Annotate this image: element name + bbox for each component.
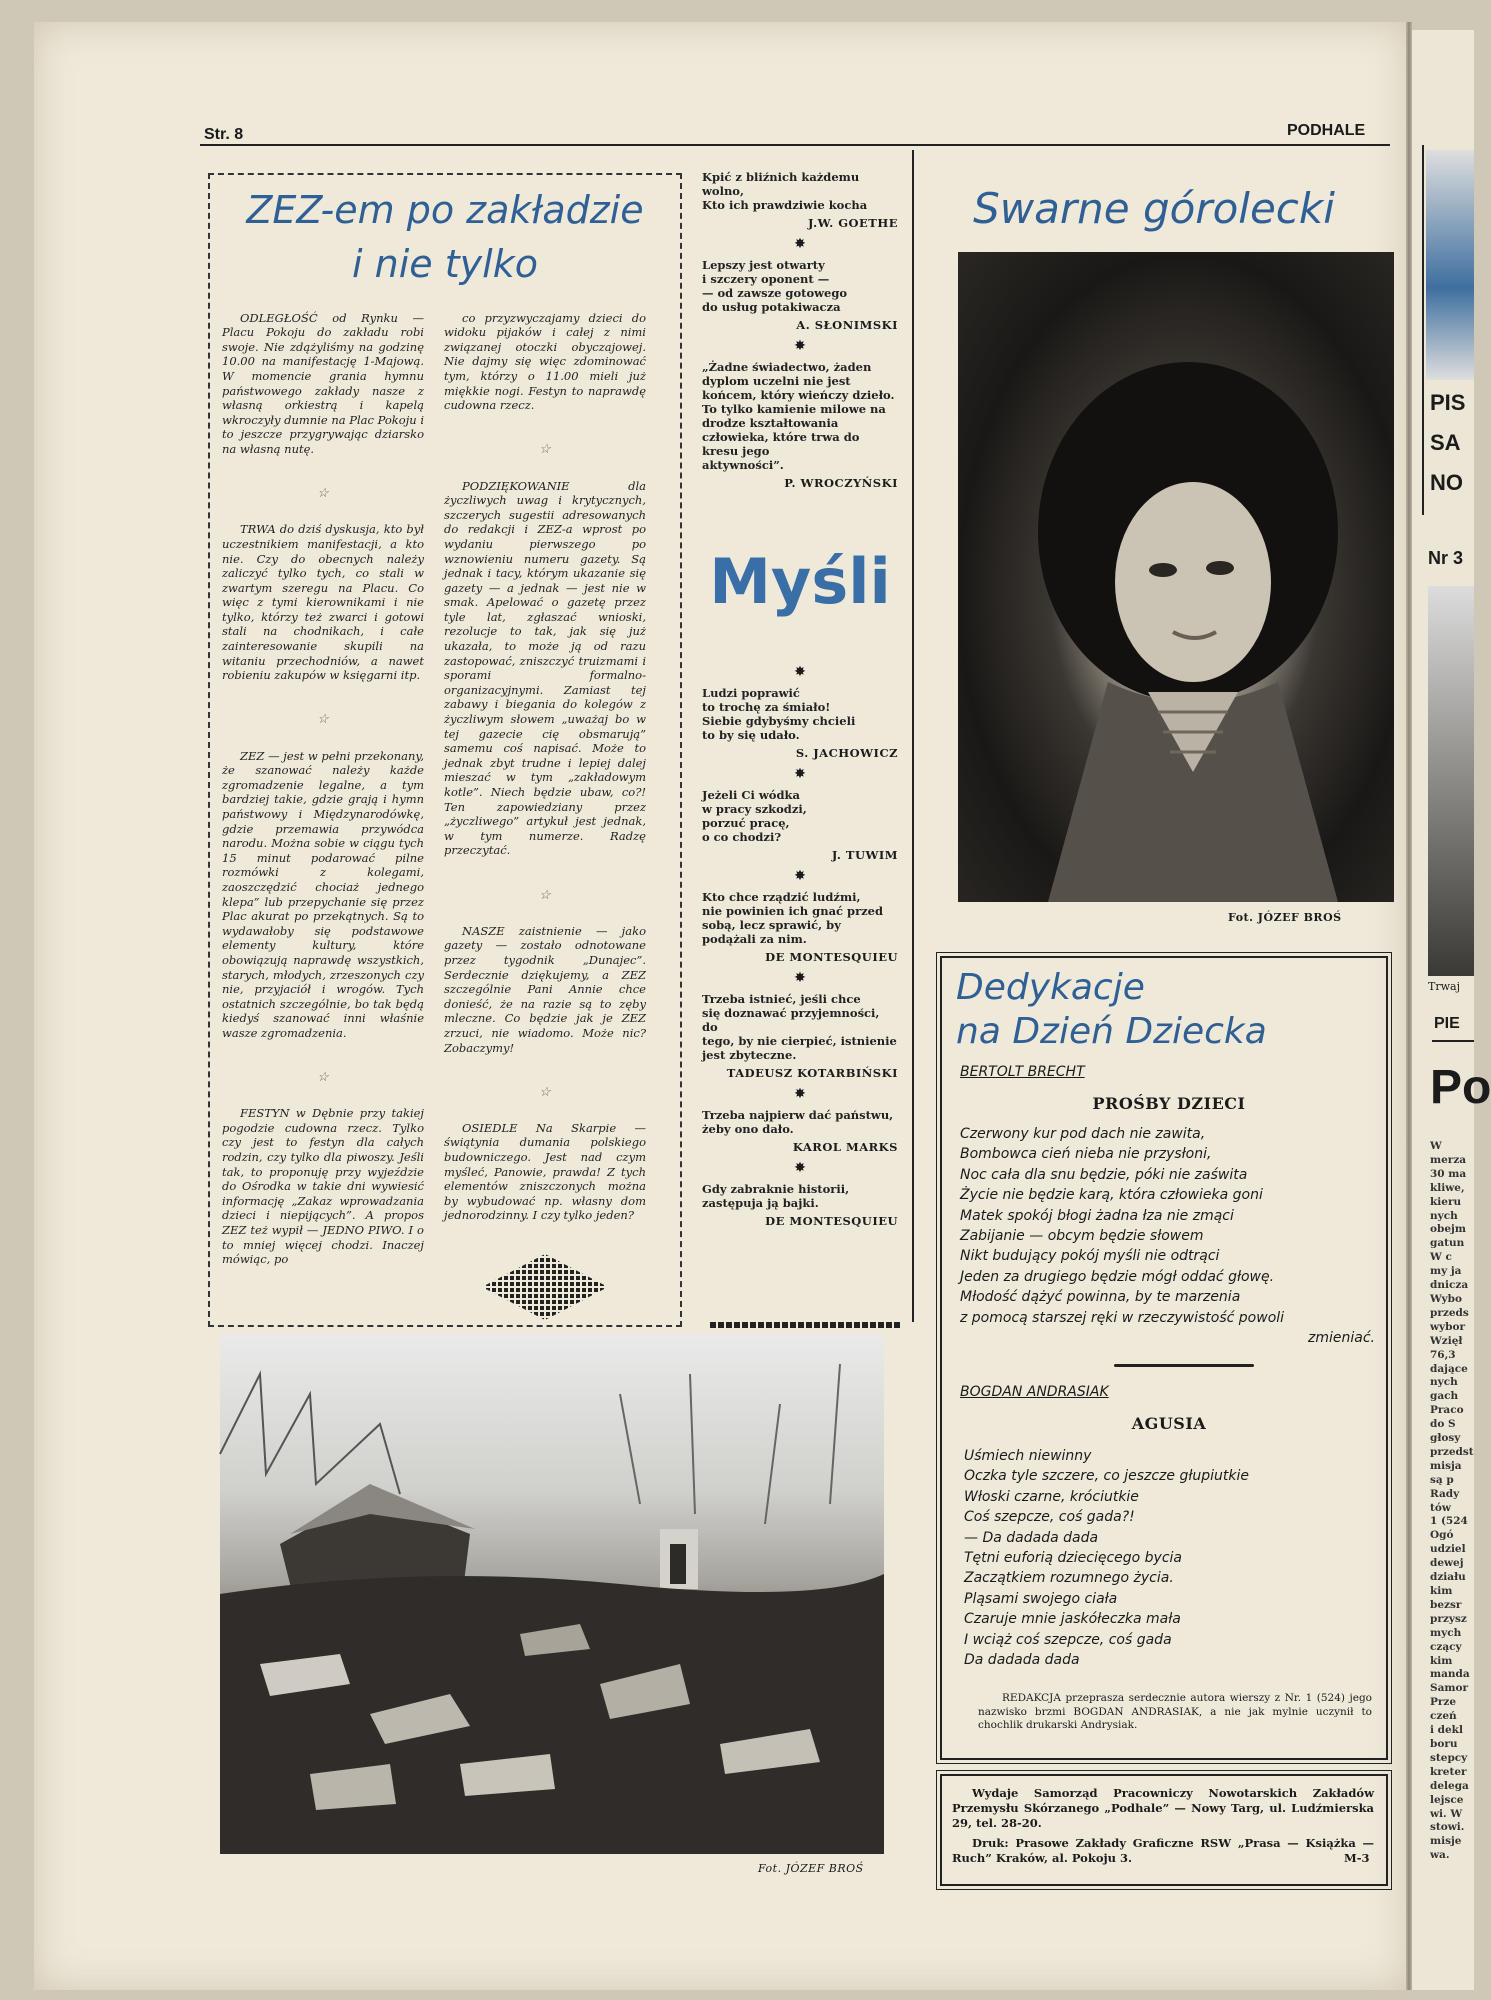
swarne-headline: Swarne górolecki bbox=[973, 184, 1335, 233]
zez-paragraph: FESTYN w Dębnie przy takiej pogodzie cudowna rzecz. Tylko czy jest to festyn dla całych rodzin, czy tylko dla piwoszy. Jeśli tak, to proponuję przy wyjeździe do Ośrodka w takie dni wywiesić informację „Zakaz wprowadzania dzieci i niepijących”. A propos ZEZ też wypił — JEDNO PIWO. I o to mniej więcej chodzi. Inaczej mówiąc, po bbox=[222, 1106, 424, 1267]
quote-text: Gdy zabraknie historii, zastępuja ją bajki. bbox=[702, 1182, 850, 1210]
decorative-ornament-icon bbox=[480, 1252, 610, 1322]
dedykacje-headline-line2: na Dzień Dziecka bbox=[956, 1011, 1267, 1052]
poem-divider bbox=[1114, 1364, 1254, 1367]
zez-paragraph: ZEZ — jest w pełni przekonany, że szanować należy każde zgromadzenie legalne, a tym bardziej takie, gdzie grają i hymn państwowy i Międzynarodówkę, gdzie przemawia przywódca narodu. Można sobie w ciągu tych 15 minut podarować pilne rozmówki z kolegami, zaoszczędzić chociaż jednego klepa” lub przepychanie się przez Plac akurat po przekątnych. Są to wydawałoby się podstawowe elementy kultury, które obowiązują naprawdę wszystkich, starych, młodych, zrzeszonych czy nie, przyjaciół i wrogów. Tych ostatnich szczególnie, bo tak będą kiedyś szanować inni właśnie wasze zgromadzenia. bbox=[222, 748, 424, 1040]
quote-text: Jeżeli Ci wódka w pracy szkodzi, porzuć pracę, o co chodzi? bbox=[702, 788, 807, 844]
mysli-headline: Myśli bbox=[709, 545, 891, 618]
star-icon: ✸ bbox=[794, 236, 806, 252]
quote-item bbox=[702, 360, 898, 490]
portrait-image bbox=[958, 252, 1394, 902]
quote-text: Trzeba najpierw dać państwu, żeby ono dało. bbox=[702, 1108, 894, 1136]
imprint-printer: Druk: Prasowe Zakłady Graficzne RSW „Prasa — Książka — Ruch” Kraków, al. Pokoju 3. bbox=[952, 1836, 1374, 1865]
poem1-last-word: zmieniać. bbox=[1308, 1330, 1375, 1346]
star-icon: ✸ bbox=[794, 766, 806, 782]
next-page-label-1: PIS bbox=[1430, 390, 1466, 415]
separator-star-icon: ☆ bbox=[539, 442, 551, 458]
next-page-issue: Nr 3 bbox=[1428, 548, 1464, 568]
bottom-photo-credit: Fot. JÓZEF BROŚ bbox=[758, 1862, 864, 1875]
quote-author: KAROL MARKS bbox=[792, 1140, 898, 1154]
zez-paragraph: ODLEGŁOŚĆ od Rynku — Placu Pokoju do zakładu robi swoje. Nie zdążyliśmy na godzinę 10.00 na manifestację 1-Majową. W momencie grania hymnu państwowego zakłady nasze z własną orkiestrą i kapelą wkroczyły dumnie na Plac Pokoju i to jeszcze przygrywając dziarsko na własną nutę. bbox=[222, 310, 425, 456]
column-rule bbox=[912, 150, 914, 1322]
paper-name: PODHALE bbox=[1287, 122, 1366, 139]
separator-star-icon: ☆ bbox=[317, 486, 329, 502]
quote-item bbox=[702, 788, 898, 862]
zez-paragraph: TRWA do dziś dyskusja, kto był uczestnikiem manifestacji, a kto nie. Czy do obecnych należy zaliczyć tylko tych, co stali w zwartym szeregu na Placu. Co więc z tymi kierownikami i nie tylko, którzy też zwarci i gotowi stali na chodnikach, i całe zainteresowanie skupili na witaniu przechodniów, a nawet robieniu zakupów w księgarni itp. bbox=[222, 522, 424, 683]
quote-item bbox=[702, 258, 898, 332]
mysli-quotes-bottom bbox=[702, 658, 898, 1230]
separator-star-icon: ☆ bbox=[317, 712, 329, 728]
poem1-title: PROŚBY DZIECI bbox=[1092, 1094, 1246, 1113]
quote-author: DE MONTESQUIEU bbox=[765, 1214, 898, 1228]
poem1-author: BERTOLT BRECHT bbox=[960, 1064, 1085, 1080]
imprint-publisher: Wydaje Samorząd Pracowniczy Nowotarskich Zakładów Przemysłu Skórzanego „Podhale” — Nowy Targ, ul. Ludźmierska 29, tel. 28-20. bbox=[952, 1786, 1374, 1830]
poem2-title: AGUSIA bbox=[1131, 1414, 1207, 1433]
quote-item bbox=[702, 992, 898, 1080]
newspaper-page bbox=[34, 22, 1409, 1990]
star-icon: ✸ bbox=[794, 664, 806, 680]
next-page-photo bbox=[1428, 586, 1474, 976]
zez-paragraph: co przyzwyczajamy dzieci do widoku pijaków i całej z nimi związanej otoczki obyczajowej. Nie dajmy się więc zdominować tym, którzy o 11.00 mieli już miękkie nogi. Festyn to naprawdę cudowna rzecz. bbox=[444, 310, 646, 413]
next-page-banner bbox=[1426, 150, 1474, 380]
next-page-label-3: NO bbox=[1430, 470, 1463, 495]
quote-text: „Żadne świadectwo, żaden dyplom uczelni nie jest końcem, który wieńczy dzieło. To tylko kamienie milowe na drodze kształtowania człowieka, które trwa do kresu jego aktywności”. bbox=[702, 360, 895, 472]
quote-author: DE MONTESQUIEU bbox=[765, 950, 898, 964]
page-number: Str. 8 bbox=[204, 126, 244, 143]
star-icon: ✸ bbox=[794, 868, 806, 884]
separator-star-icon: ☆ bbox=[317, 1070, 329, 1086]
quote-author: A. SŁONIMSKI bbox=[796, 318, 898, 332]
portrait-photo bbox=[958, 252, 1394, 902]
quote-item bbox=[702, 890, 898, 964]
swarne-photo-credit: Fot. JÓZEF BROŚ bbox=[1228, 911, 1342, 924]
mysli-quotes-top bbox=[702, 170, 898, 492]
quote-text: Trzeba istnieć, jeśli chce się doznawać przyjemności, do tego, by nie cierpieć, istnienie jest zbyteczne. bbox=[702, 992, 897, 1062]
quote-item bbox=[702, 1108, 898, 1154]
zez-column-1 bbox=[222, 296, 424, 1291]
quote-author: J. TUWIM bbox=[831, 848, 898, 862]
next-page-section: PIE bbox=[1434, 1015, 1460, 1032]
next-page-caption: Trwaj bbox=[1428, 980, 1460, 993]
poem2-text: Uśmiech niewinny Oczka tyle szczere, co jeszcze głupiutkie Włoski czarne, króciutkie Coś szepcze, coś gada?! — Da dadada dada Tętni euforią dziecięcego bycia Zaczątkiem rozumnego życia. Pląsami swojego ciała Czaruje mnie jaskółeczka mała I wciąż coś szepcze, coś gada Da dadada dada bbox=[964, 1448, 1249, 1669]
quote-text: Lepszy jest otwarty i szczery oponent — — od zawsze gotowego do usług potakiwacza bbox=[702, 258, 848, 314]
next-page-headline: Po bbox=[1430, 1061, 1491, 1114]
poem1-text: Czerwony kur pod dach nie zawita, Bombowca cień nieba nie przysłoni, Noc cała dla snu będzie, póki nie zaświta Życie nie będzie karą, która człowieka goni Matek spokój błogi żadna łza nie zmąci Zabijanie — obcym będzie słowem Nikt budujący pokój myśli nie odtrąci Jeden za drugiego będzie mógł oddać głowę. Młodość dążyć powinna, by te marzenia z pomocą starszej ręki w rzeczywistość powoli bbox=[960, 1126, 1285, 1326]
separator-star-icon: ☆ bbox=[539, 1084, 551, 1100]
zez-headline-line1: ZEZ-em po zakładzie bbox=[246, 188, 644, 232]
next-page-rule bbox=[1432, 1040, 1474, 1042]
zez-headline-line2: i nie tylko bbox=[352, 242, 538, 286]
next-page-text: W merza 30 ma kliwe, kieru nych obejm gatun W c my ja dnicza Wybo przeds wybor Wzięł 76,3 dające nych gach Praco do S głosy przedst misja są p Rady tów 1 (524 Ogó udziel dewej działu kim bezsr przysz mych czący kim manda Samor Prze czeń i dekl boru stepcy kreter delega lejsce wi. W stowi. misje wa. bbox=[1430, 1140, 1474, 1862]
quote-author: J.W. GOETHE bbox=[808, 216, 898, 230]
zez-paragraph: PODZIĘKOWANIE dla życzliwych uwag i krytycznych, szczerych sugestii adresowanych do redakcji i ZEZ-a wprost po wydaniu pierwszego po wznowieniu numeru gazety. Są jednak i tacy, którym ukazanie się gazety — a jednak — jest nie w smak. Apelować o gazetę przez tyle lat, zgłaszać wnioski, rezolucje to tak, jak się już ukazała, to może ją od razu zastopować, zniszczyć truizmami i sporami formalno-organizacyjnymi. Zamiast tej zabawy i biegania do kolegów z życzliwym słowem „uważaj bo w tej gazecie cię obsmarują” samemu coś napisać. Może to jednak zbyt trudne i lepiej dalej mieszać w tym „zakładowym kotle”. Niech będzie ubaw, co?! Ten zapowiedziany przez „życzliwego” artykuł jest jednak, w tym numerze. Radzę przeczytać. bbox=[444, 478, 646, 858]
star-icon: ✸ bbox=[794, 1086, 806, 1102]
quote-text: Kto chce rządzić ludźmi, nie powinien ich gnać przed sobą, lecz sprawić, by podążali za nim. bbox=[702, 890, 884, 946]
star-icon: ✸ bbox=[794, 338, 806, 354]
quote-text: Ludzi poprawić to trochę za śmiało! Siebie gdybyśmy chcieli to by się udało. bbox=[702, 686, 856, 742]
imprint-code: M-3 bbox=[1344, 1851, 1370, 1865]
quote-item bbox=[702, 686, 898, 760]
quote-author: P. WROCZYŃSKI bbox=[784, 476, 898, 490]
zez-paragraph: NASZE zaistnienie — jako gazety — zostało odnotowane przez tygodnik „Dunajec”. Serdecznie dziękujemy, a ZEZ szczególnie Pani Annie chce donieść, że na razie są to zęby mleczne. Co będzie jak je ZEZ zrzuci, nie wiadomo. Może nic? Zobaczymy! bbox=[444, 923, 646, 1055]
editorial-note: REDAKCJA przeprasza serdecznie autora wierszy z Nr. 1 (524) jego nazwisko brzmi BOGDAN ANDRASIAK, a nie jak mylnie uczynił to chochlik drukarski Andrysiak. bbox=[978, 1692, 1372, 1731]
next-page-label-2: SA bbox=[1430, 430, 1461, 455]
zez-column-2 bbox=[444, 296, 646, 1336]
zez-paragraph: OSIEDLE Na Skarpie — świątynia dumania polskiego budowniczego. Jest nad czym myśleć, Panowie, prawda! Z tych elementów zniszczonych można by wybudować np. własny dom jednorodzinny. I czy tylko jeden? bbox=[444, 1120, 646, 1223]
star-icon: ✸ bbox=[794, 1160, 806, 1176]
next-page-edge bbox=[1412, 30, 1491, 1990]
dedykacje-headline-line1: Dedykacje bbox=[956, 967, 1145, 1008]
quote-item bbox=[702, 1182, 898, 1228]
quote-author: S. JACHOWICZ bbox=[795, 746, 898, 760]
poem2-author: BOGDAN ANDRASIAK bbox=[960, 1384, 1109, 1400]
star-icon: ✸ bbox=[794, 970, 806, 986]
quote-text: Kpić z bliźnich każdemu wolno, Kto ich prawdziwie kocha bbox=[702, 170, 868, 212]
separator-star-icon: ☆ bbox=[539, 887, 551, 903]
header-rule bbox=[200, 144, 1390, 146]
construction-site-photo bbox=[220, 1334, 884, 1854]
quote-item bbox=[702, 170, 898, 230]
mysli-bottom-rule bbox=[710, 1322, 900, 1328]
quote-author: TADEUSZ KOTARBIŃSKI bbox=[726, 1066, 898, 1080]
construction-site-image bbox=[220, 1334, 884, 1854]
